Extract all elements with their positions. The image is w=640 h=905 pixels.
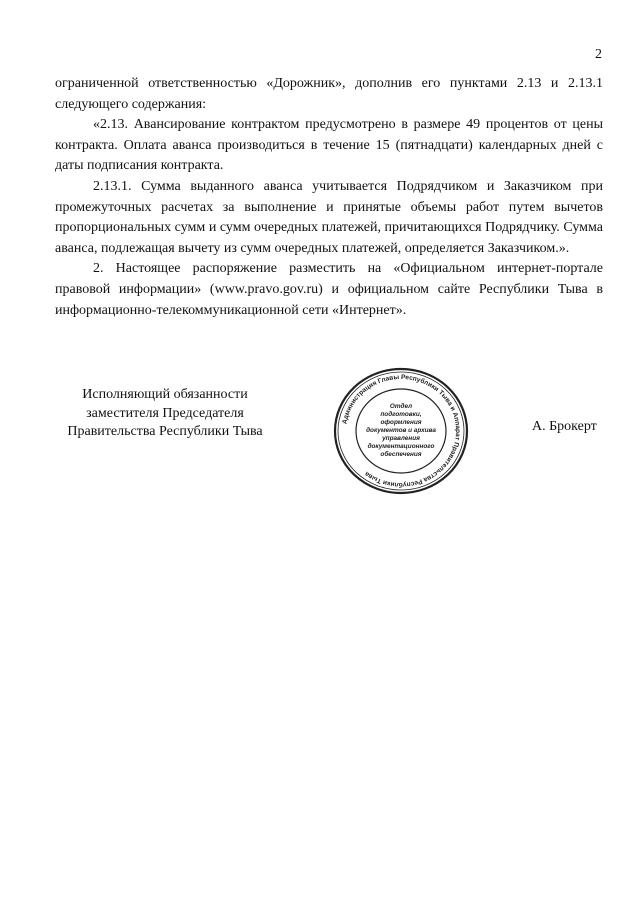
seal-graphic: [331, 366, 471, 496]
signatory-name: А. Брокерт: [532, 419, 597, 434]
page-number: 2: [595, 47, 602, 62]
seal-center-line: оформления: [380, 419, 422, 426]
paragraph-2-13-1: 2.13.1. Сумма выданного аванса учитывается Подрядчиком и Заказчиком при промежуточных расчетах за выполнение и принятые объемы работ путем вычетов пропорциональных сумм и сумм очередных платежей, причитающихся Подрядчику. Сумма аванса, подлежащая вычету из сумм очередных платежей, определяется Заказчиком.».: [55, 178, 603, 256]
seal-ring-text: Администрация Главы Республики Тыва и Аппарат Правительства Республики Тыва: [341, 373, 462, 489]
signatory-title-line: Правительства Республики Тыва: [67, 424, 263, 439]
seal-center-line: документов и архива: [366, 427, 436, 434]
document-body: [55, 74, 603, 321]
seal-center-line: документационного: [367, 443, 435, 450]
seal-center-line: Отдел: [389, 403, 413, 410]
seal-center-line: управления: [382, 435, 420, 442]
seal-center-line: подготовки,: [380, 411, 422, 418]
paragraph-publication: 2. Настоящее распоряжение разместить на «Официальном интернет-портале правовой информации» (www.pravo.gov.ru) и официальном сайте Республики Тыва в информационно-телекоммуникационной сети «Интернет».: [55, 261, 603, 318]
signatory-title-line: заместителя Председателя: [86, 405, 244, 421]
signatory-title: [55, 386, 275, 442]
paragraph-intro: ограниченной ответственностью «Дорожник», дополнив его пунктами 2.13 и 2.13.1 следующего содержания:: [55, 76, 603, 112]
paragraph-2-13: «2.13. Авансирование контрактом предусмотрено в размере 49 процентов от цены контракта. Оплата аванса производиться в течение 15 (пятнадцати) календарных дней с даты подписания контракта.: [55, 117, 603, 174]
signatory-title-line: Исполняющий обязанности: [82, 387, 248, 402]
official-seal: [331, 366, 471, 496]
seal-center-line: обеспечения: [380, 451, 422, 458]
